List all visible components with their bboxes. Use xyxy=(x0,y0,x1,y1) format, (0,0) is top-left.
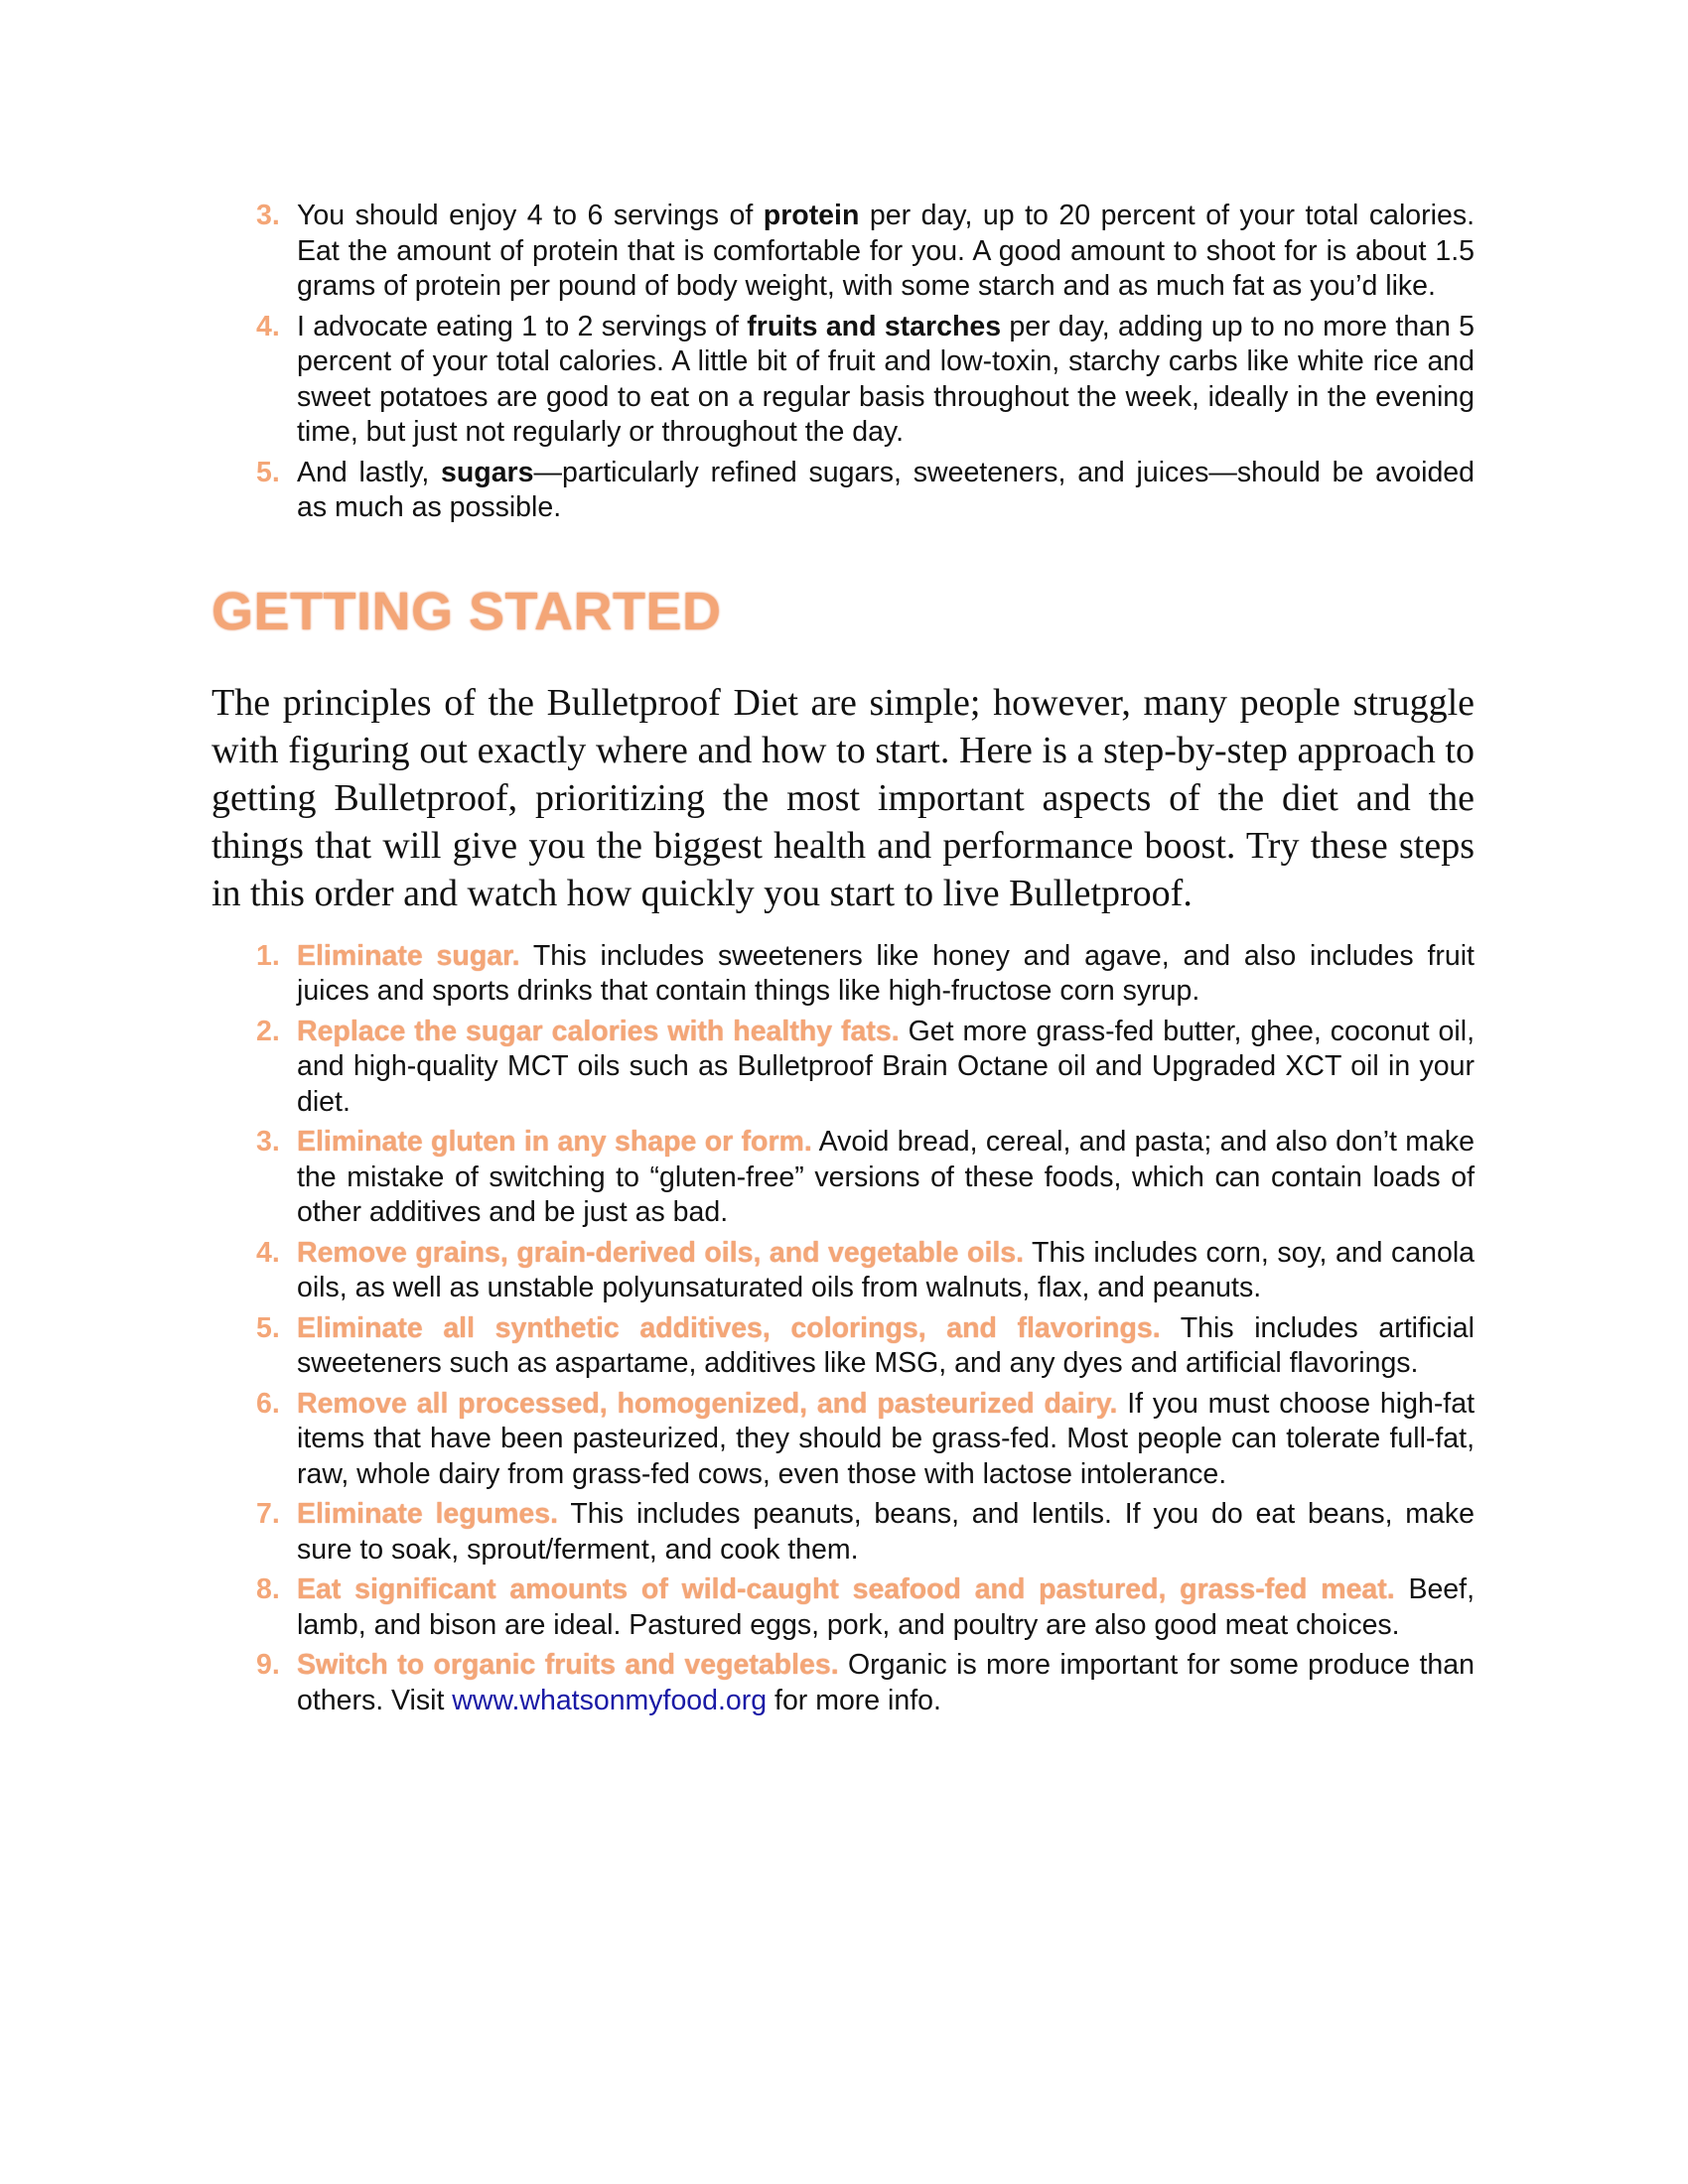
step-text: Avoid bread, cereal, and pasta; and also don’t make the mistake of switching to “gluten-free” versions of these foods, which can contain loads of other additives and be just as bad. xyxy=(297,1126,1475,1228)
item-bold-term: protein xyxy=(763,200,860,231)
step-item xyxy=(211,1125,1475,1231)
item-text: You should enjoy 4 to 6 servings of xyxy=(297,200,764,231)
list-number: 5. xyxy=(256,456,280,488)
step-text: This includes corn, soy, and canola oils, as well as unstable polyunsaturated oils from walnuts, flax, and peanuts. xyxy=(297,1236,1476,1303)
step-number: 8. xyxy=(256,1573,280,1605)
document-page xyxy=(211,199,1475,1723)
item-bold-term: fruits and starches xyxy=(747,310,1002,342)
list-number: 3. xyxy=(256,200,280,231)
step-item xyxy=(211,1572,1475,1643)
item-text: I advocate eating 1 to 2 servings of xyxy=(297,310,748,342)
list-item xyxy=(211,310,1475,451)
step-item xyxy=(211,1648,1475,1718)
item-text: per day, up to 20 percent of your total calories. Eat the amount of protein that is comfortable for you. A good amount to shoot for is about 1.5 grams of protein per pound of body weight, with some starch and as much fat as you’d like. xyxy=(297,200,1475,302)
whatsonmyfood-link[interactable]: www.whatsonmyfood.org xyxy=(452,1684,768,1716)
step-item xyxy=(211,1311,1475,1382)
list-item xyxy=(211,456,1475,526)
step-text: This includes artificial sweeteners such as aspartame, additives like MSG, and any dyes and artificial flavorings. xyxy=(297,1311,1475,1379)
step-item xyxy=(211,1015,1475,1121)
step-number: 1. xyxy=(256,939,280,972)
step-number: 7. xyxy=(256,1498,280,1530)
item-text: —particularly refined sugars, sweeteners, and juices—should be avoided as much as possible. xyxy=(297,456,1475,523)
step-lead: Eliminate gluten in any shape or form. xyxy=(297,1126,812,1158)
list-item xyxy=(211,199,1475,305)
step-lead: Eliminate all synthetic additives, colorings, and flavorings. xyxy=(297,1311,1161,1344)
step-number: 5. xyxy=(256,1311,280,1344)
step-text: This includes peanuts, beans, and lentils. If you do eat beans, make sure to soak, sprout/ferment, and cook them. xyxy=(297,1498,1475,1566)
getting-started-steps xyxy=(211,939,1475,1719)
step-text: Organic is more important for some produce than others. Visit xyxy=(297,1649,1475,1716)
step-text: This includes sweeteners like honey and agave, and also includes fruit juices and sports drinks that contain things like high-fructose corn syrup. xyxy=(297,939,1475,1007)
section-heading: GETTING STARTED xyxy=(211,581,722,641)
step-lead: Eliminate legumes. xyxy=(297,1498,559,1530)
step-item xyxy=(211,1497,1475,1568)
step-number: 9. xyxy=(256,1649,280,1681)
item-bold-term: sugars xyxy=(441,456,534,488)
step-lead: Switch to organic fruits and vegetables. xyxy=(297,1649,839,1681)
step-text: Get more grass-fed butter, ghee, coconut oil, and high-quality MCT oils such as Bulletproof Brain Octane oil and Upgraded XCT oil in your diet. xyxy=(297,1015,1475,1118)
step-item xyxy=(211,1236,1475,1306)
step-lead: Eliminate sugar. xyxy=(297,939,520,972)
step-number: 4. xyxy=(256,1236,280,1269)
intro-paragraph: The principles of the Bulletproof Diet are simple; however, many people struggle with figuring out exactly where and how to start. Here is a step-by-step approach to getting Bulletproof, prioritizing the most important aspects of the diet and the things that will give you the biggest health and performance boost. Try these steps in this order and watch how quickly you start to live Bulletproof. xyxy=(211,681,1475,914)
list-number: 4. xyxy=(256,310,280,342)
step-lead: Replace the sugar calories with healthy fats. xyxy=(297,1015,900,1047)
step-lead: Remove all processed, homogenized, and pasteurized dairy. xyxy=(297,1387,1118,1420)
step-text: for more info. xyxy=(767,1684,941,1716)
step-lead: Eat significant amounts of wild-caught seafood and pastured, grass-fed meat. xyxy=(297,1573,1395,1605)
step-item xyxy=(211,1387,1475,1493)
step-text: If you must choose high-fat items that have been pasteurized, they should be grass-fed. Most people can tolerate full-fat, raw, whole dairy from grass-fed cows, even those with lactose intolerance. xyxy=(297,1387,1475,1490)
dietary-guidelines-list xyxy=(211,199,1475,526)
step-text: Beef, lamb, and bison are ideal. Pastured eggs, pork, and poultry are also good meat choices. xyxy=(297,1573,1475,1641)
step-lead: Remove grains, grain-derived oils, and vegetable oils. xyxy=(297,1236,1025,1269)
step-item xyxy=(211,939,1475,1010)
step-number: 2. xyxy=(256,1015,280,1047)
item-text: And lastly, xyxy=(297,456,442,488)
step-number: 3. xyxy=(256,1126,280,1158)
step-number: 6. xyxy=(256,1387,280,1420)
item-text: per day, adding up to no more than 5 percent of your total calories. A little bit of fruit and low-toxin, starchy carbs like white rice and sweet potatoes are good to eat on a regular basis throughout the week, ideally in the evening time, but just not regularly or throughout the day. xyxy=(297,310,1476,448)
